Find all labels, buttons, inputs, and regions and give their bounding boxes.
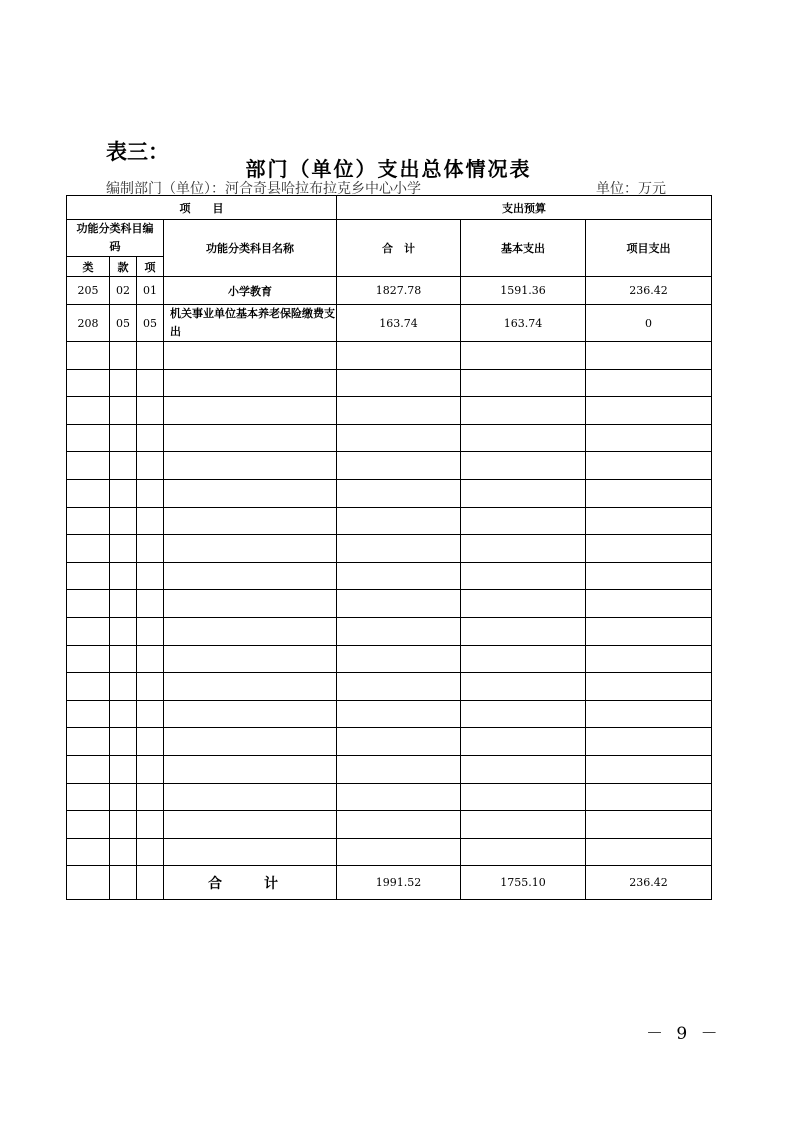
header-lei: 类 <box>67 257 110 277</box>
cell-xiang: 05 <box>137 305 164 342</box>
cell-empty <box>461 700 586 728</box>
cell-empty <box>110 673 137 701</box>
cell-empty <box>337 562 461 590</box>
table-label: 表三： <box>106 140 169 164</box>
cell-empty <box>586 645 712 673</box>
cell-empty <box>137 783 164 811</box>
cell-empty <box>337 479 461 507</box>
cell-empty <box>137 342 164 370</box>
table-row <box>67 305 712 342</box>
cell-empty <box>137 397 164 425</box>
cell-empty <box>137 479 164 507</box>
cell-empty <box>164 590 337 618</box>
header-total: 合 计 <box>337 220 461 277</box>
cell-project: 0 <box>586 305 712 342</box>
cell-empty <box>164 838 337 866</box>
cell-empty <box>110 590 137 618</box>
empty-row <box>67 342 712 370</box>
cell-empty <box>67 838 110 866</box>
empty-row <box>67 507 712 535</box>
cell-empty <box>67 342 110 370</box>
cell-empty <box>337 590 461 618</box>
cell-empty <box>137 562 164 590</box>
cell-empty <box>337 617 461 645</box>
cell-total: 1827.78 <box>337 277 461 305</box>
unit-of-measure: 单位：万元 <box>596 181 666 197</box>
cell-empty <box>67 369 110 397</box>
cell-empty <box>586 838 712 866</box>
cell-empty <box>137 424 164 452</box>
cell-empty <box>164 562 337 590</box>
cell-empty <box>67 645 110 673</box>
cell-empty <box>137 700 164 728</box>
cell-empty <box>337 755 461 783</box>
cell-empty <box>461 755 586 783</box>
header-basic: 基本支出 <box>461 220 586 277</box>
cell-empty <box>164 811 337 839</box>
cell-empty <box>110 369 137 397</box>
empty-row <box>67 755 712 783</box>
cell-empty <box>461 590 586 618</box>
cell-empty <box>110 811 137 839</box>
empty-row <box>67 700 712 728</box>
empty-row <box>67 397 712 425</box>
cell-empty <box>110 562 137 590</box>
cell-empty <box>67 866 110 900</box>
cell-empty <box>110 645 137 673</box>
cell-name: 小学教育 <box>164 277 337 305</box>
empty-row <box>67 479 712 507</box>
cell-empty <box>586 700 712 728</box>
empty-row <box>67 783 712 811</box>
empty-rows <box>67 342 712 866</box>
cell-empty <box>461 369 586 397</box>
cell-empty <box>461 617 586 645</box>
header-row-2 <box>67 220 712 257</box>
cell-empty <box>461 838 586 866</box>
empty-row <box>67 838 712 866</box>
cell-empty <box>337 673 461 701</box>
cell-empty <box>67 397 110 425</box>
cell-empty <box>586 562 712 590</box>
page-title: 部门（单位）支出总体情况表 <box>245 157 532 181</box>
cell-empty <box>586 755 712 783</box>
cell-empty <box>164 700 337 728</box>
cell-empty <box>461 424 586 452</box>
cell-name: 机关事业单位基本养老保险缴费支出 <box>164 305 337 342</box>
cell-empty <box>164 755 337 783</box>
cell-empty <box>164 424 337 452</box>
total-sum: 1991.52 <box>337 866 461 900</box>
cell-empty <box>337 728 461 756</box>
cell-empty <box>110 838 137 866</box>
cell-basic: 1591.36 <box>461 277 586 305</box>
cell-basic: 163.74 <box>461 305 586 342</box>
cell-empty <box>164 479 337 507</box>
cell-empty <box>67 590 110 618</box>
cell-empty <box>337 397 461 425</box>
empty-row <box>67 617 712 645</box>
cell-empty <box>110 755 137 783</box>
cell-empty <box>67 507 110 535</box>
cell-empty <box>586 811 712 839</box>
expenditure-table <box>66 195 712 900</box>
cell-empty <box>110 700 137 728</box>
cell-empty <box>461 728 586 756</box>
cell-empty <box>461 811 586 839</box>
cell-empty <box>164 617 337 645</box>
empty-row <box>67 811 712 839</box>
cell-empty <box>164 452 337 480</box>
cell-empty <box>110 397 137 425</box>
cell-empty <box>67 755 110 783</box>
cell-empty <box>461 507 586 535</box>
cell-empty <box>137 811 164 839</box>
empty-row <box>67 452 712 480</box>
header-name: 功能分类科目名称 <box>164 220 337 277</box>
cell-empty <box>337 783 461 811</box>
empty-row <box>67 535 712 563</box>
cell-empty <box>586 673 712 701</box>
cell-empty <box>110 479 137 507</box>
cell-empty <box>67 700 110 728</box>
cell-empty <box>337 811 461 839</box>
cell-empty <box>137 369 164 397</box>
cell-kuan: 02 <box>110 277 137 305</box>
empty-row <box>67 728 712 756</box>
compiling-unit: 编制部门（单位）：河合奇县哈拉布拉克乡中心小学 <box>106 181 421 197</box>
header-project-expense: 项目支出 <box>586 220 712 277</box>
cell-empty <box>461 562 586 590</box>
cell-empty <box>137 452 164 480</box>
cell-empty <box>137 590 164 618</box>
header-xiang: 项 <box>137 257 164 277</box>
cell-empty <box>137 755 164 783</box>
cell-empty <box>110 507 137 535</box>
cell-empty <box>67 562 110 590</box>
cell-empty <box>67 673 110 701</box>
cell-lei: 208 <box>67 305 110 342</box>
cell-empty <box>337 535 461 563</box>
cell-empty <box>586 397 712 425</box>
cell-empty <box>67 479 110 507</box>
empty-row <box>67 369 712 397</box>
cell-empty <box>67 617 110 645</box>
cell-empty <box>110 783 137 811</box>
header-row-1 <box>67 196 712 220</box>
header-code-group: 功能分类科目编码 <box>67 220 164 257</box>
empty-row <box>67 562 712 590</box>
cell-empty <box>67 728 110 756</box>
cell-empty <box>164 673 337 701</box>
cell-empty <box>586 535 712 563</box>
cell-empty <box>337 700 461 728</box>
cell-empty <box>67 424 110 452</box>
cell-empty <box>337 342 461 370</box>
cell-empty <box>337 838 461 866</box>
cell-kuan: 05 <box>110 305 137 342</box>
cell-empty <box>461 783 586 811</box>
cell-empty <box>110 452 137 480</box>
header-budget: 支出预算 <box>337 196 712 220</box>
cell-empty <box>586 342 712 370</box>
cell-empty <box>461 397 586 425</box>
cell-empty <box>586 479 712 507</box>
cell-empty <box>137 645 164 673</box>
cell-empty <box>461 342 586 370</box>
header-project: 项 目 <box>67 196 337 220</box>
cell-empty <box>137 866 164 900</box>
cell-empty <box>337 424 461 452</box>
cell-empty <box>67 452 110 480</box>
cell-empty <box>110 728 137 756</box>
cell-empty <box>164 783 337 811</box>
total-row <box>67 866 712 900</box>
cell-total: 163.74 <box>337 305 461 342</box>
cell-xiang: 01 <box>137 277 164 305</box>
cell-empty <box>461 673 586 701</box>
header-kuan: 款 <box>110 257 137 277</box>
cell-empty <box>586 783 712 811</box>
empty-row <box>67 424 712 452</box>
cell-empty <box>586 590 712 618</box>
total-label: 合 计 <box>164 866 337 900</box>
cell-empty <box>337 645 461 673</box>
total-basic: 1755.10 <box>461 866 586 900</box>
cell-empty <box>586 507 712 535</box>
cell-empty <box>110 424 137 452</box>
cell-empty <box>110 342 137 370</box>
cell-empty <box>137 728 164 756</box>
total-project: 236.42 <box>586 866 712 900</box>
cell-empty <box>461 535 586 563</box>
cell-empty <box>110 617 137 645</box>
cell-empty <box>164 342 337 370</box>
cell-empty <box>337 452 461 480</box>
cell-empty <box>164 369 337 397</box>
cell-empty <box>164 645 337 673</box>
page-number: － 9 － <box>646 1024 722 1044</box>
cell-empty <box>67 783 110 811</box>
cell-empty <box>110 866 137 900</box>
cell-empty <box>586 728 712 756</box>
cell-empty <box>110 535 137 563</box>
cell-empty <box>586 452 712 480</box>
cell-empty <box>164 507 337 535</box>
cell-empty <box>461 645 586 673</box>
cell-empty <box>164 728 337 756</box>
cell-empty <box>67 811 110 839</box>
cell-empty <box>586 617 712 645</box>
cell-lei: 205 <box>67 277 110 305</box>
cell-empty <box>137 838 164 866</box>
cell-empty <box>137 673 164 701</box>
empty-row <box>67 673 712 701</box>
cell-empty <box>164 397 337 425</box>
cell-empty <box>461 479 586 507</box>
cell-empty <box>137 535 164 563</box>
cell-empty <box>137 617 164 645</box>
empty-row <box>67 590 712 618</box>
cell-empty <box>67 535 110 563</box>
table-row <box>67 277 712 305</box>
cell-empty <box>586 424 712 452</box>
cell-empty <box>164 535 337 563</box>
empty-row <box>67 645 712 673</box>
cell-empty <box>337 369 461 397</box>
cell-empty <box>137 507 164 535</box>
cell-empty <box>586 369 712 397</box>
cell-empty <box>461 452 586 480</box>
cell-empty <box>337 507 461 535</box>
cell-project: 236.42 <box>586 277 712 305</box>
